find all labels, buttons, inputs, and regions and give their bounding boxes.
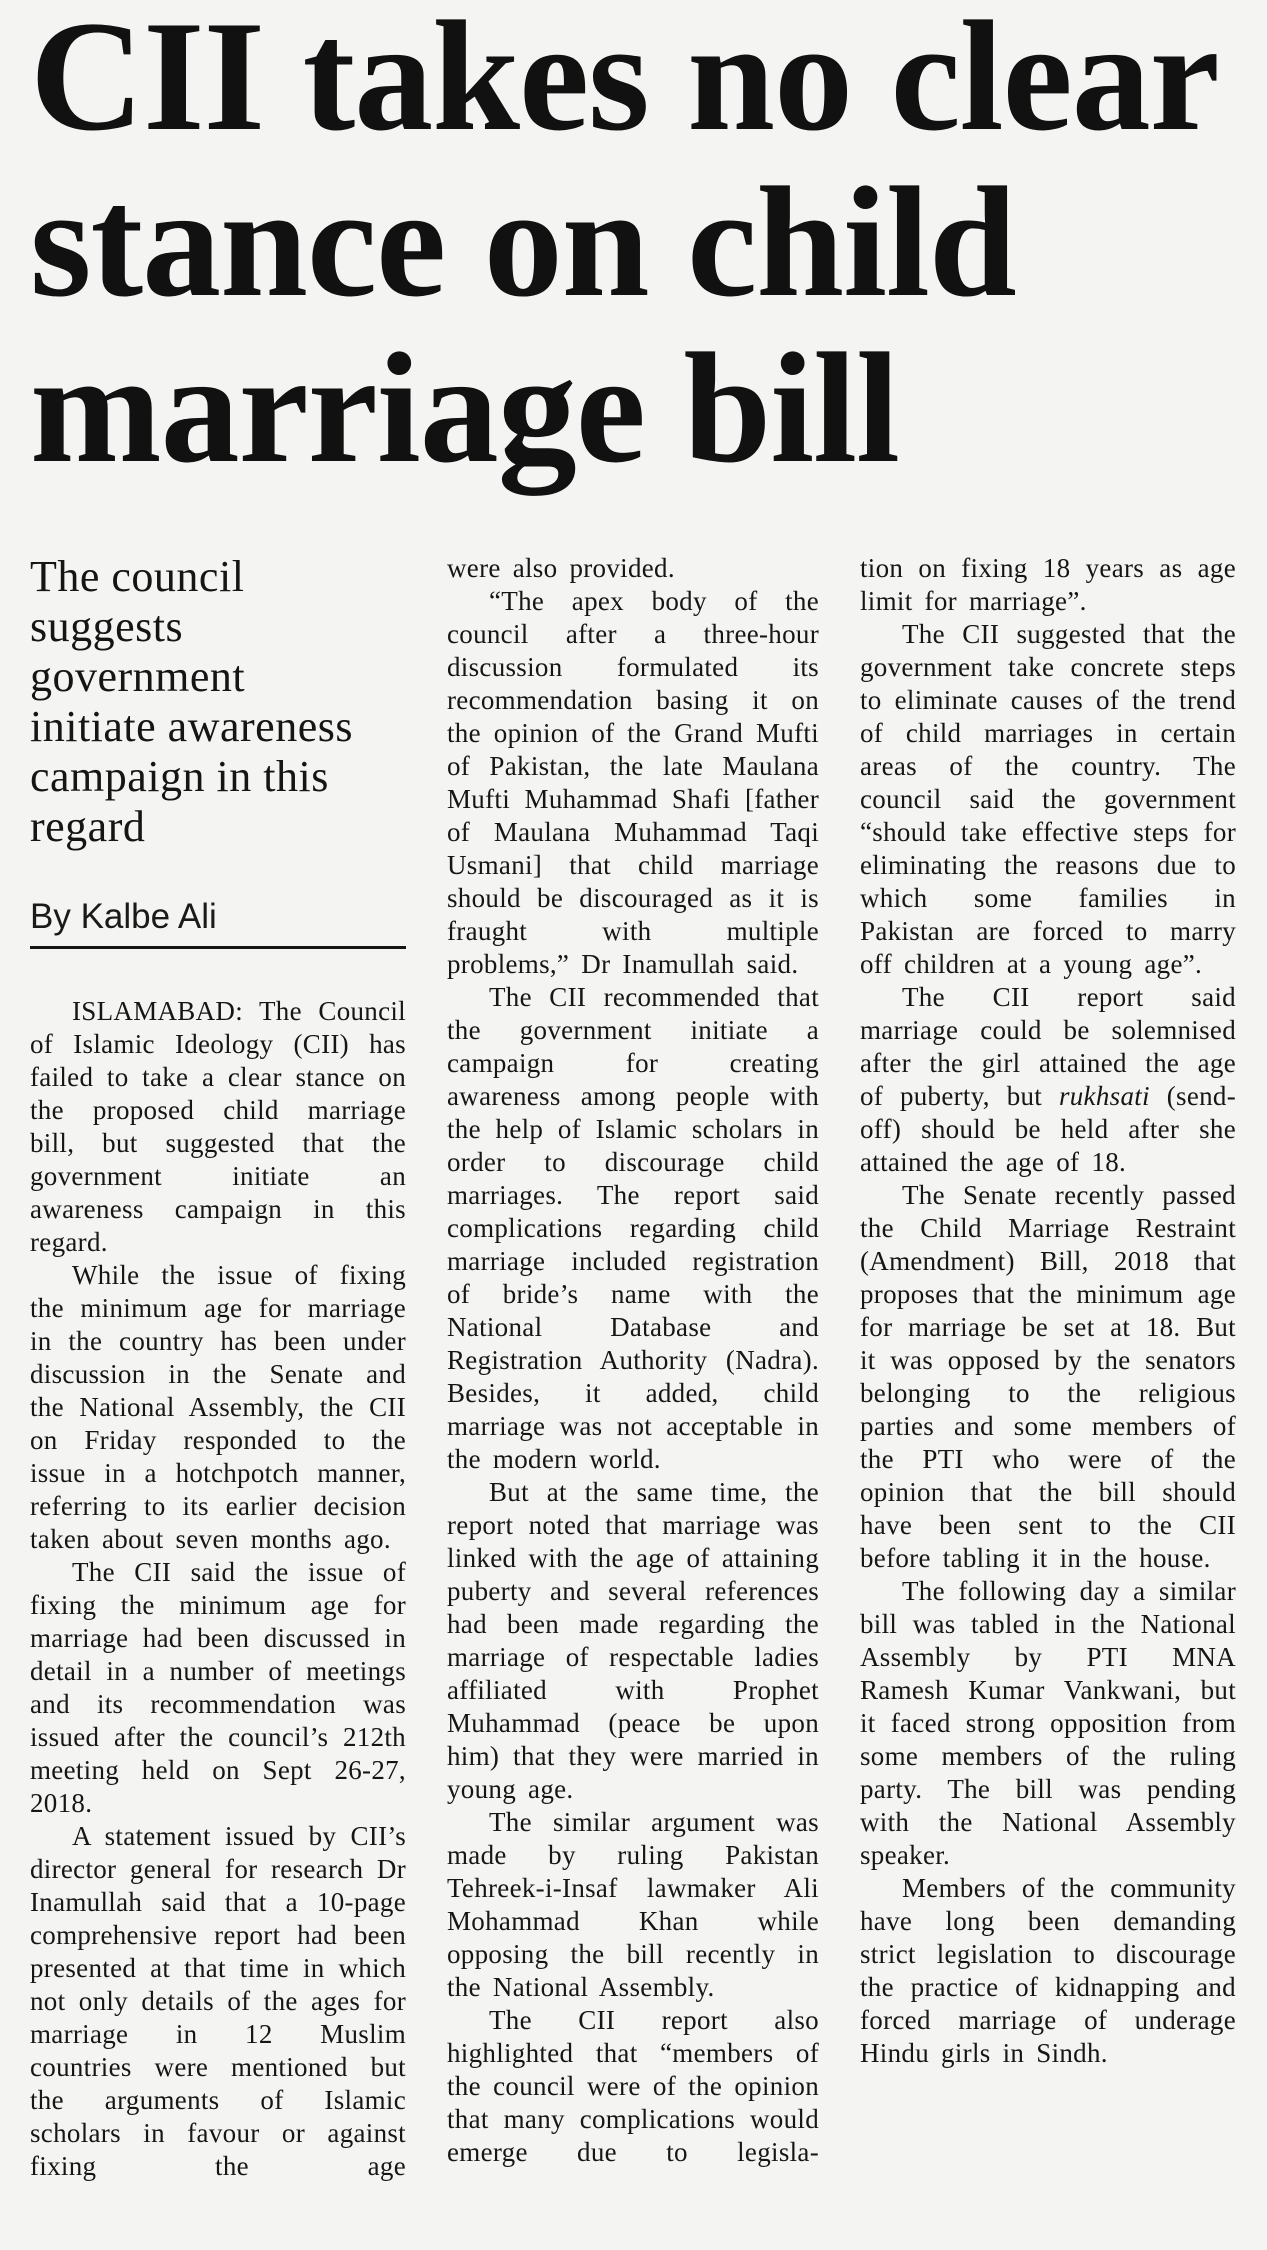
article-paragraph: [447, 552, 819, 585]
italic-term: rukhsati: [1058, 1081, 1150, 1111]
paragraph-text: were also provided.: [447, 553, 675, 583]
paragraph-text: The similar argument was made by ruling Pakistan Tehreek-i-Insaf lawmaker Ali Mohammad Khan while opposing the bill recently in the National Assembly.: [447, 1807, 819, 2002]
article-paragraph: [30, 1556, 406, 1820]
column-1: [30, 552, 406, 2183]
byline: By Kalbe Ali: [30, 897, 217, 936]
byline-rule: [30, 946, 406, 949]
article-paragraph: [860, 618, 1236, 981]
article-paragraph: [447, 1476, 819, 1806]
paragraph-text: The CII suggested that the government take concrete steps to eliminate causes of the trend of child marriages in certain areas of the country. The council said the government “should take effective steps for eliminating the reasons due to which some families in Pakistan are forced to marry off children at a young age”.: [860, 619, 1236, 979]
paragraph-text: Members of the community have long been demanding strict legislation to discourage the practice of kidnapping and forced marriage of underage Hindu girls in Sindh.: [860, 1873, 1236, 2068]
paragraph-text: A statement issued by CII’s director general for research Dr Inamullah said that a 10-page comprehensive report had been presented at that time in which not only details of the ages for marriage in 12 Muslim countries were mentioned but the arguments of Islamic scholars in favour or against fixing the age: [30, 1821, 406, 2181]
paragraph-text: “The apex body of the council after a three-hour discussion formulated its recommendation basing it on the opinion of the Grand Mufti of Pakistan, the late Maulana Mufti Muhammad Shafi [father of Maulana Muhammad Taqi Usmani] that child marriage should be discouraged as it is fraught with multiple problems,” Dr Inamullah said.: [447, 586, 819, 979]
article-paragraph: [860, 981, 1236, 1179]
article-paragraph: [447, 1806, 819, 2004]
article-paragraph: [447, 585, 819, 981]
paragraph-text: The Senate recently passed the Child Marriage Restraint (Amendment) Bill, 2018 that proposes that the minimum age for marriage be set at 18. But it was opposed by the senators belonging to the religious parties and some members of the PTI who were of the opinion that the bill should have been sent to the CII before tabling it in the house.: [860, 1180, 1236, 1573]
article-paragraph: [30, 1259, 406, 1556]
paragraph-text: The CII report said marriage could be solemnised after the girl attained the age of puberty, but: [860, 982, 1236, 1111]
article-paragraph: [860, 1179, 1236, 1575]
paragraph-text: The CII report also highlighted that “members of the council were of the opinion that many complications would emerge due to legisla-: [447, 2005, 819, 2167]
article-paragraph: [30, 995, 406, 1259]
article-paragraph: [30, 1820, 406, 2183]
paragraph-text: The CII said the issue of fixing the minimum age for marriage had been discussed in detail in a number of meetings and its recommendation was issued after the council’s 212th meeting held on Sept 26-27, 2018.: [30, 1557, 406, 1818]
standfirst: The council suggests government initiate awareness campaign in this regard: [30, 552, 353, 851]
article-paragraph: [860, 1575, 1236, 1872]
column-1-body: [30, 995, 406, 2183]
article-columns: [30, 552, 1237, 2183]
paragraph-text: But at the same time, the report noted that marriage was linked with the age of attaining puberty and several references had been made regarding the marriage of respectable ladies affiliated with Prophet Muhammad (peace be upon him) that they were married in young age.: [447, 1477, 819, 1804]
article-paragraph: [860, 1872, 1236, 2070]
column-2-body: [447, 552, 819, 2169]
paragraph-text: The CII recommended that the government initiate a campaign for creating awareness among people with the help of Islamic scholars in order to discourage child marriages. The report said complications regarding child marriage included registration of bride’s name with the National Database and Registration Authority (Nadra). Besides, it added, child marriage was not acceptable in the modern world.: [447, 982, 819, 1474]
paragraph-text: ISLAMABAD: The Council of Islamic Ideology (CII) has failed to take a clear stance on the proposed child marriage bill, but suggested that the government initiate an awareness campaign in this regard.: [30, 996, 406, 1257]
article-paragraph: [447, 981, 819, 1476]
paragraph-text: The following day a similar bill was tabled in the National Assembly by PTI MNA Ramesh Kumar Vankwani, but it faced strong opposition from some members of the ruling party. The bill was pending with the National Assembly speaker.: [860, 1576, 1236, 1870]
paragraph-text: While the issue of fixing the minimum age for marriage in the country has been under discussion in the Senate and the National Assembly, the CII on Friday responded to the issue in a hotchpotch manner, referring to its earlier decision taken about seven months ago.: [30, 1260, 406, 1554]
article-paragraph: [447, 2004, 819, 2169]
column-3: [860, 552, 1236, 2070]
column-3-body: [860, 552, 1236, 2070]
article-paragraph: [860, 552, 1236, 618]
article-headline: CII takes no clear stance on child marriage bill: [30, 0, 1216, 496]
paragraph-text: tion on fixing 18 years as age limit for marriage”.: [860, 553, 1236, 616]
column-2: [447, 552, 819, 2169]
paragraph-text: (send-off) should be held after she attained the age of 18.: [860, 1081, 1236, 1177]
